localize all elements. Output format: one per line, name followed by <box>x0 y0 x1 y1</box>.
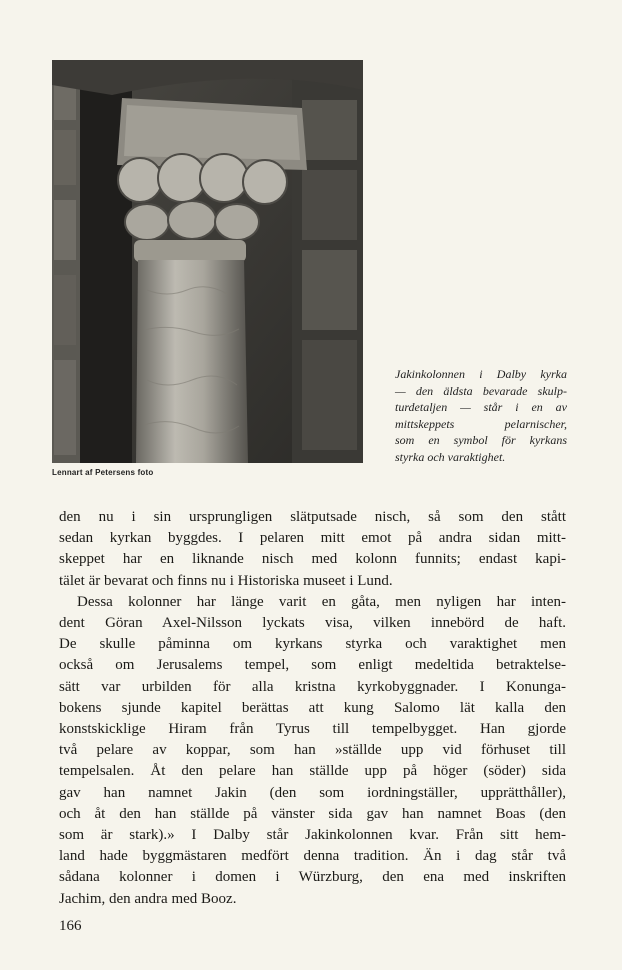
body-text <box>59 507 566 910</box>
body-line: De skulle påminna om kyrkans styrka och varaktighet men <box>59 636 566 653</box>
body-line: bokens sjunde kapitel berättas att kung Salomo lät kalla den <box>59 699 566 716</box>
body-line: två pelare av koppar, som han »ställde upp vid förhuset till <box>59 742 566 759</box>
body-line: den nu i sin ursprungligen slätputsade nisch, så som den stått <box>59 509 566 525</box>
body-line: skeppet har en liknande nisch med kolonn funnits; endast kapi- <box>59 551 566 568</box>
body-line: också om Jerusalems tempel, som enligt medeltida betraktelse- <box>59 657 566 674</box>
body-line: sedan kyrkan byggdes. I pelaren mitt emot på andra sidan mitt- <box>59 530 566 547</box>
body-line: som är stark).» I Dalby står Jakinkolonnen kvar. Från sitt hem- <box>59 827 566 844</box>
body-line: sådana kolonner i domen i Würzburg, den ena med inskriften <box>59 869 566 886</box>
body-line: dent Göran Axel-Nilsson lyckats visa, vilken innebörd de haft. <box>59 615 566 632</box>
caption-line: — den äldsta bevarade skulp- <box>395 383 567 398</box>
figure-caption <box>395 366 567 465</box>
caption-line: Jakinkolonnen i Dalby kyrka <box>395 367 567 381</box>
body-line: Dessa kolonner har länge varit en gåta, men nyligen har inten- <box>77 593 566 610</box>
caption-line: mittskeppets pelarnischer, <box>395 416 567 431</box>
body-line: tempelsalen. Åt den pelare han ställde upp på höger (söder) sida <box>59 763 566 780</box>
column-photo <box>52 60 363 463</box>
body-line: och åt den han ställde på vänster sida gav han namnet Boas (den <box>59 805 566 822</box>
body-line: sätt var urbilden för alla kristna kyrkobyggnader. I Konunga- <box>59 678 566 695</box>
caption-line: som en symbol för kyrkans <box>395 433 567 447</box>
body-line: konstskicklige Hiram från Tyrus till tempelbygget. Han gjorde <box>59 721 566 738</box>
caption-line: styrka och varaktighet. <box>395 449 506 464</box>
page-number: 166 <box>59 918 82 934</box>
photo-credit: Lennart af Petersens foto <box>52 468 154 477</box>
body-line: tälet är bevarat och finns nu i Historiska museet i Lund. <box>59 572 393 589</box>
column-photo-illustration <box>52 60 363 463</box>
body-line: gav han namnet Jakin (den som iordningställer, upprätthåller), <box>59 784 566 801</box>
body-line: Jachim, den andra med Booz. <box>59 890 237 907</box>
caption-line: turdetaljen — står i en av <box>395 400 567 414</box>
body-line: land hade byggmästaren medfört denna tradition. Än i dag står två <box>59 848 566 865</box>
